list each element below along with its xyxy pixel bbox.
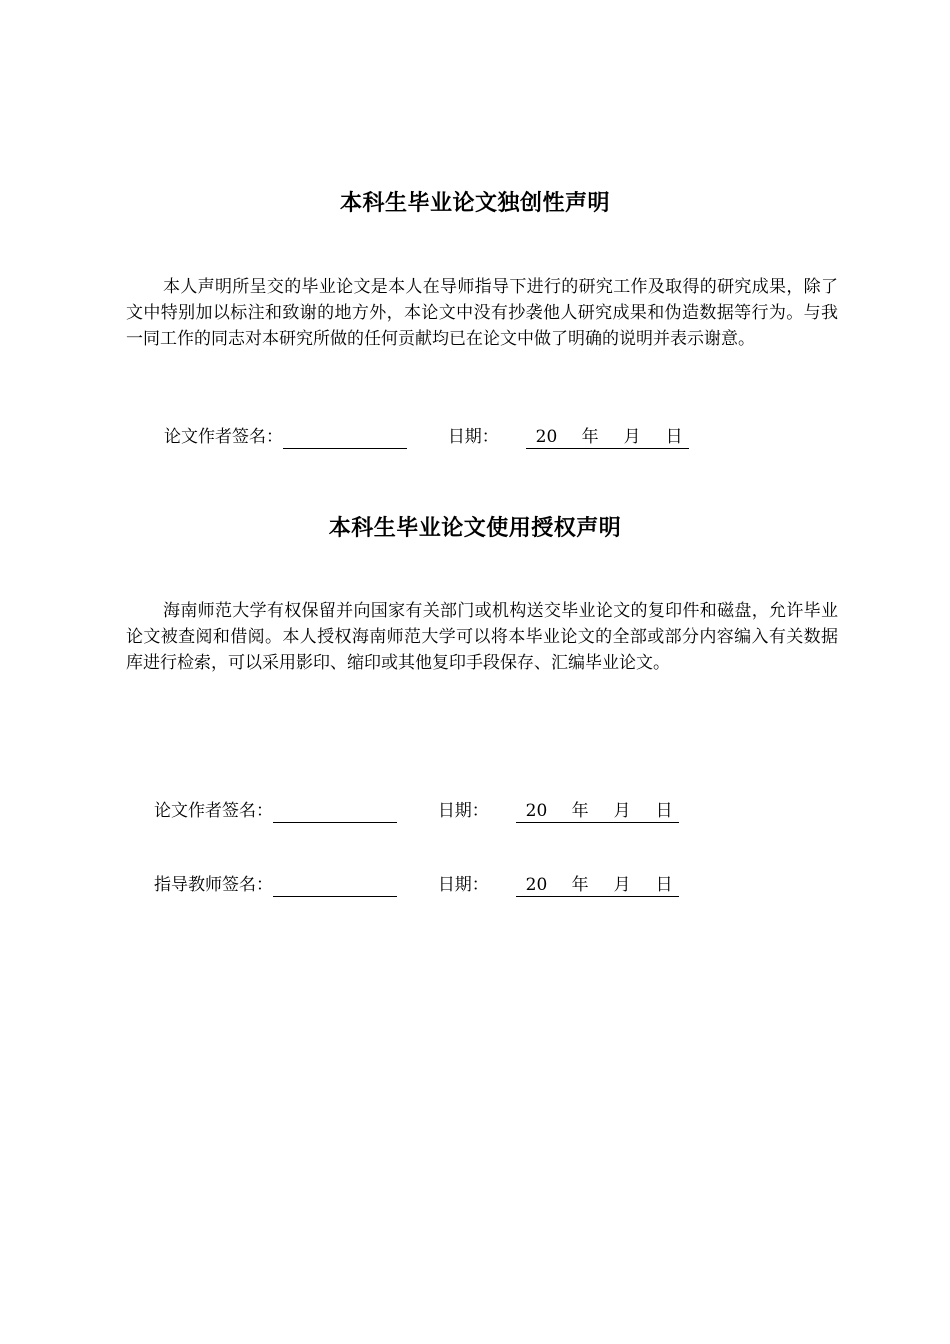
signature-blank[interactable] xyxy=(283,430,407,449)
date-label: 日期： xyxy=(437,875,489,895)
year-prefix: 20 xyxy=(535,427,558,447)
month-label: 月 xyxy=(623,427,641,447)
date-field[interactable] xyxy=(516,874,679,897)
year-label: 年 xyxy=(571,875,589,895)
day-label: 日 xyxy=(655,801,673,821)
signature-label: 论文作者签名： xyxy=(154,801,273,821)
signature-label: 指导教师签名： xyxy=(154,875,273,895)
date-field[interactable] xyxy=(526,426,689,449)
year-prefix: 20 xyxy=(525,801,548,821)
date-field[interactable] xyxy=(516,800,679,823)
authorization-body: 海南师范大学有权保留并向国家有关部门或机构送交毕业论文的复印件和磁盘，允许毕业论文被查阅和借阅。本人授权海南师范大学可以将本毕业论文的全部或部分内容编入有关数据库进行检索，可以采用影印、缩印或其他复印手段保存、汇编毕业论文。 xyxy=(126,601,838,673)
signature-label: 论文作者签名： xyxy=(164,427,283,447)
day-label: 日 xyxy=(655,875,673,895)
advisor-signature-row xyxy=(154,874,679,897)
originality-body: 本人声明所呈交的毕业论文是本人在导师指导下进行的研究工作及取得的研究成果，除了文中特别加以标注和致谢的地方外，本论文中没有抄袭他人研究成果和伪造数据等行为。与我一同工作的同志对本研究所做的任何贡献均已在论文中做了明确的说明并表示谢意。 xyxy=(126,277,838,349)
year-prefix: 20 xyxy=(525,875,548,895)
signature-blank[interactable] xyxy=(273,804,397,823)
year-label: 年 xyxy=(571,801,589,821)
date-label: 日期： xyxy=(437,801,489,821)
month-label: 月 xyxy=(613,801,631,821)
day-label: 日 xyxy=(665,427,683,447)
year-label: 年 xyxy=(581,427,599,447)
signature-blank[interactable] xyxy=(273,878,397,897)
authorization-title: 本科生毕业论文使用授权声明 xyxy=(328,516,622,541)
date-label: 日期： xyxy=(447,427,499,447)
author-signature-row xyxy=(154,800,679,823)
originality-signature-row xyxy=(164,426,689,449)
month-label: 月 xyxy=(613,875,631,895)
originality-title: 本科生毕业论文独创性声明 xyxy=(339,191,610,216)
